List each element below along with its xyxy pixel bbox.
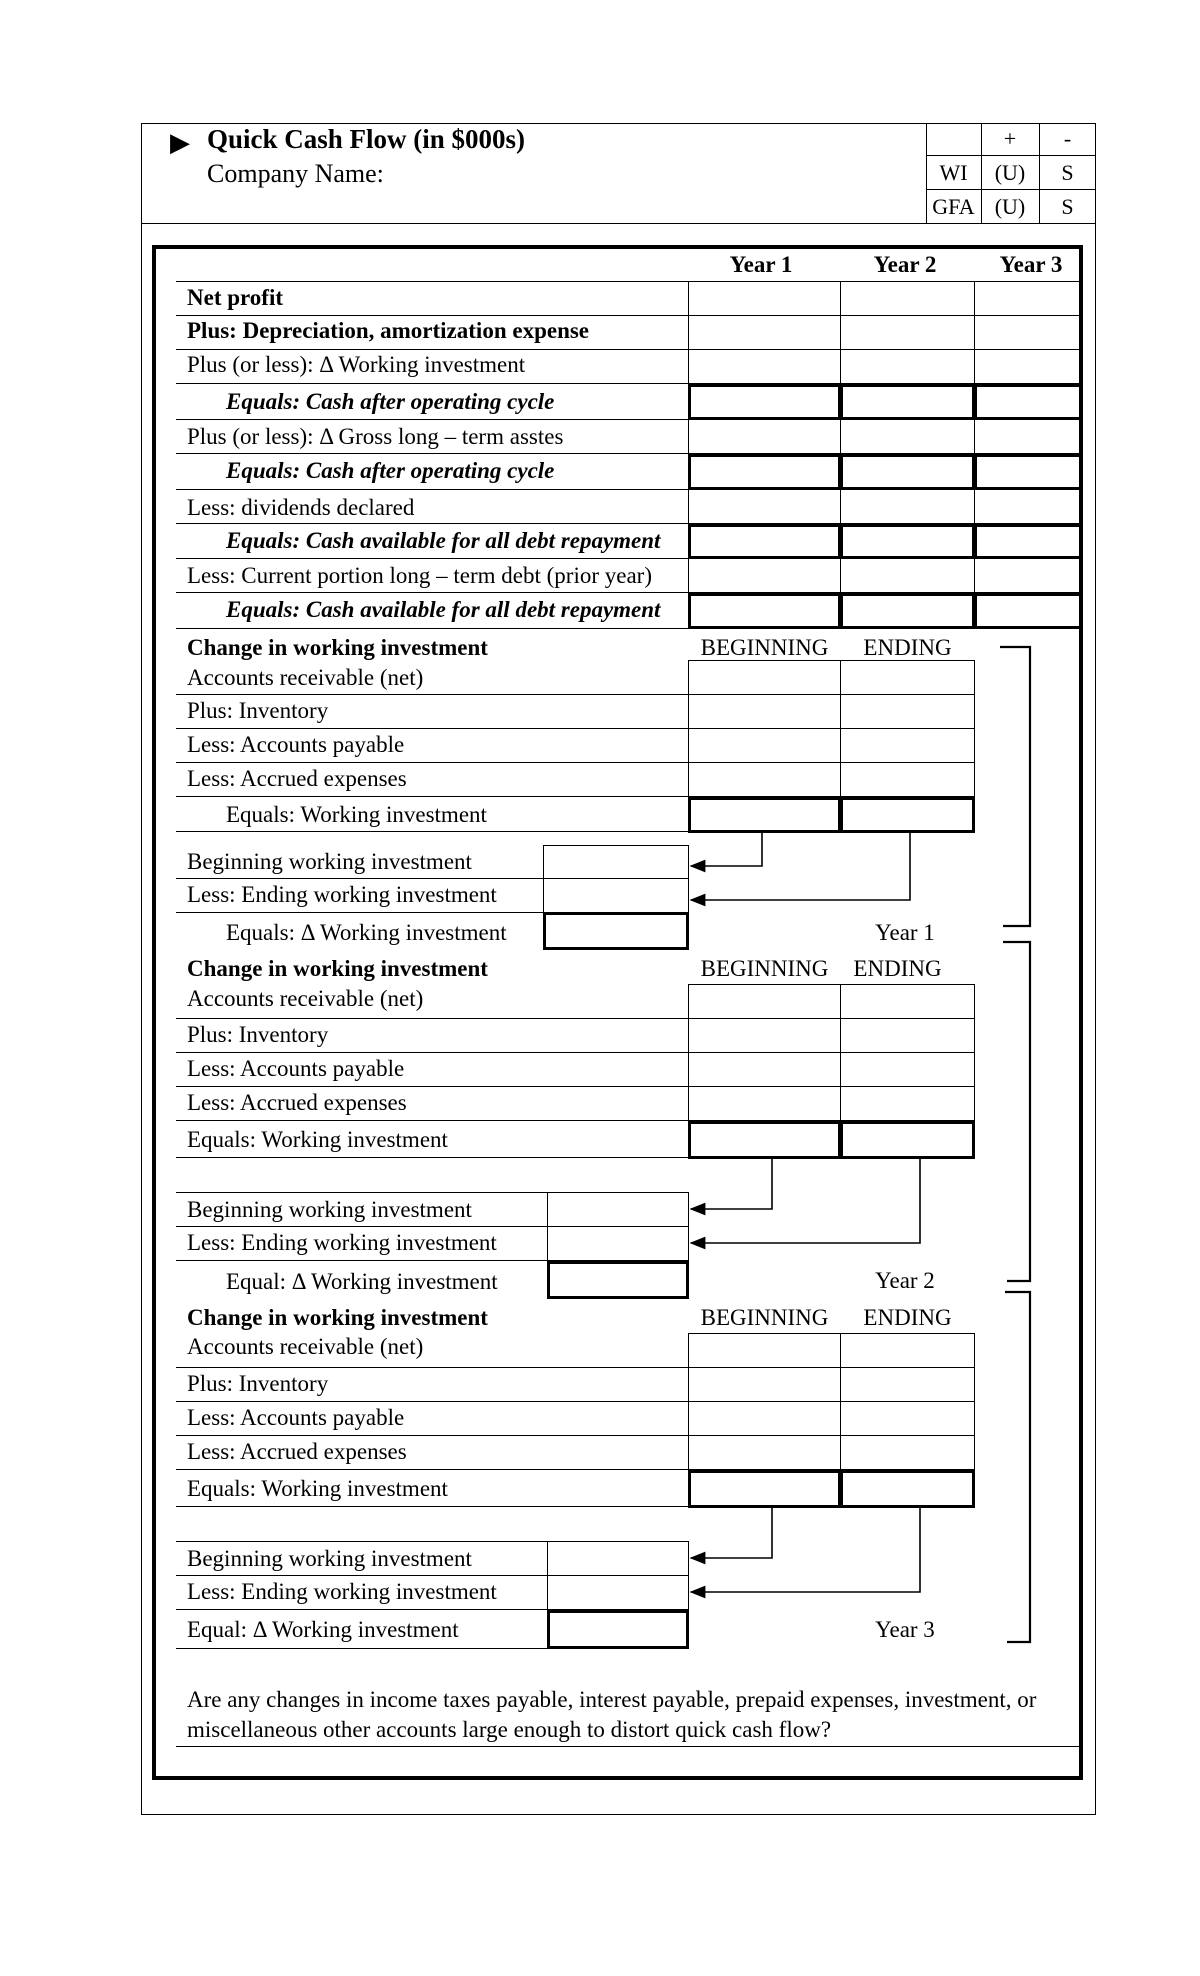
row-label: Less: Accounts payable	[187, 1056, 405, 1081]
summary-label: Equals: Cash after operating cycle	[226, 389, 555, 414]
row-label: Less: Accrued expenses	[187, 1090, 407, 1115]
year-label: Year 3	[875, 1617, 935, 1642]
summary-label: Plus (or less): Δ Working investment	[187, 352, 526, 377]
indicator-row-label: GFA	[932, 194, 975, 219]
ending-header: ENDING	[853, 956, 942, 981]
summary-label: Plus (or less): Δ Gross long – term asstes	[187, 424, 564, 449]
beginning-header: BEGINNING	[700, 956, 829, 981]
indicator-row-label: WI	[939, 160, 968, 185]
indicator-row-minus: S	[1061, 194, 1074, 219]
indicator-row-plus: (U)	[994, 194, 1026, 219]
ending-header: ENDING	[863, 635, 952, 660]
indicator-minus: -	[1063, 126, 1072, 151]
calc-label: Less: Ending working investment	[187, 1230, 497, 1255]
company-name-label: Company Name:	[207, 159, 384, 188]
row-label: Less: Accounts payable	[187, 732, 405, 757]
summary-label: Net profit	[187, 285, 284, 310]
footer-question: Are any changes in income taxes payable, interest payable, prepaid expenses, investment, or miscellaneous other accounts large enough to distort quick cash flow?	[187, 1687, 1037, 1742]
calc-label: Beginning working investment	[187, 1197, 472, 1222]
row-label: Equals: Working investment	[226, 802, 487, 827]
calc-label: Equals: Δ Working investment	[226, 920, 507, 945]
year-label: Year 1	[875, 920, 935, 945]
row-label: Plus: Inventory	[187, 1371, 329, 1396]
calc-label: Beginning working investment	[187, 849, 472, 874]
summary-label: Equals: Cash after operating cycle	[226, 458, 555, 483]
indicator-plus: +	[1003, 126, 1017, 151]
section-heading: Change in working investment	[187, 956, 488, 981]
row-label: Plus: Inventory	[187, 1022, 329, 1047]
section-heading: Change in working investment	[187, 1305, 488, 1330]
ending-header: ENDING	[863, 1305, 952, 1330]
summary-label: Less: dividends declared	[187, 495, 415, 520]
row-label: Plus: Inventory	[187, 698, 329, 723]
row-label: Equals: Working investment	[187, 1476, 448, 1501]
beginning-header: BEGINNING	[700, 635, 829, 660]
summary-label: Equals: Cash available for all debt repayment	[226, 597, 661, 622]
beginning-header: BEGINNING	[700, 1305, 829, 1330]
summary-label: Less: Current portion long – term debt (prior year)	[187, 563, 652, 588]
row-label: Equals: Working investment	[187, 1127, 448, 1152]
summary-label: Equals: Cash available for all debt repayment	[226, 528, 661, 553]
row-label: Accounts receivable (net)	[187, 1334, 424, 1359]
calc-label: Equal: Δ Working investment	[226, 1269, 498, 1294]
indicator-row-plus: (U)	[994, 160, 1026, 185]
row-label: Less: Accrued expenses	[187, 766, 407, 791]
calc-label: Beginning working investment	[187, 1546, 472, 1571]
column-year-1: Year 1	[729, 252, 793, 277]
section-heading: Change in working investment	[187, 635, 488, 660]
row-label: Accounts receivable (net)	[187, 986, 424, 1011]
row-label: Less: Accounts payable	[187, 1405, 405, 1430]
calc-label: Equal: Δ Working investment	[187, 1617, 459, 1642]
row-label: Less: Accrued expenses	[187, 1439, 407, 1464]
year-label: Year 2	[875, 1268, 935, 1293]
calc-label: Less: Ending working investment	[187, 882, 497, 907]
column-year-3: Year 3	[999, 252, 1063, 277]
indicator-row-minus: S	[1061, 160, 1074, 185]
column-year-2: Year 2	[873, 252, 937, 277]
play-arrow-icon: ▶	[170, 128, 190, 157]
calc-label: Less: Ending working investment	[187, 1579, 497, 1604]
form-title: Quick Cash Flow (in $000s)	[207, 124, 526, 154]
row-label: Accounts receivable (net)	[187, 665, 424, 690]
summary-label: Plus: Depreciation, amortization expense	[187, 318, 590, 343]
